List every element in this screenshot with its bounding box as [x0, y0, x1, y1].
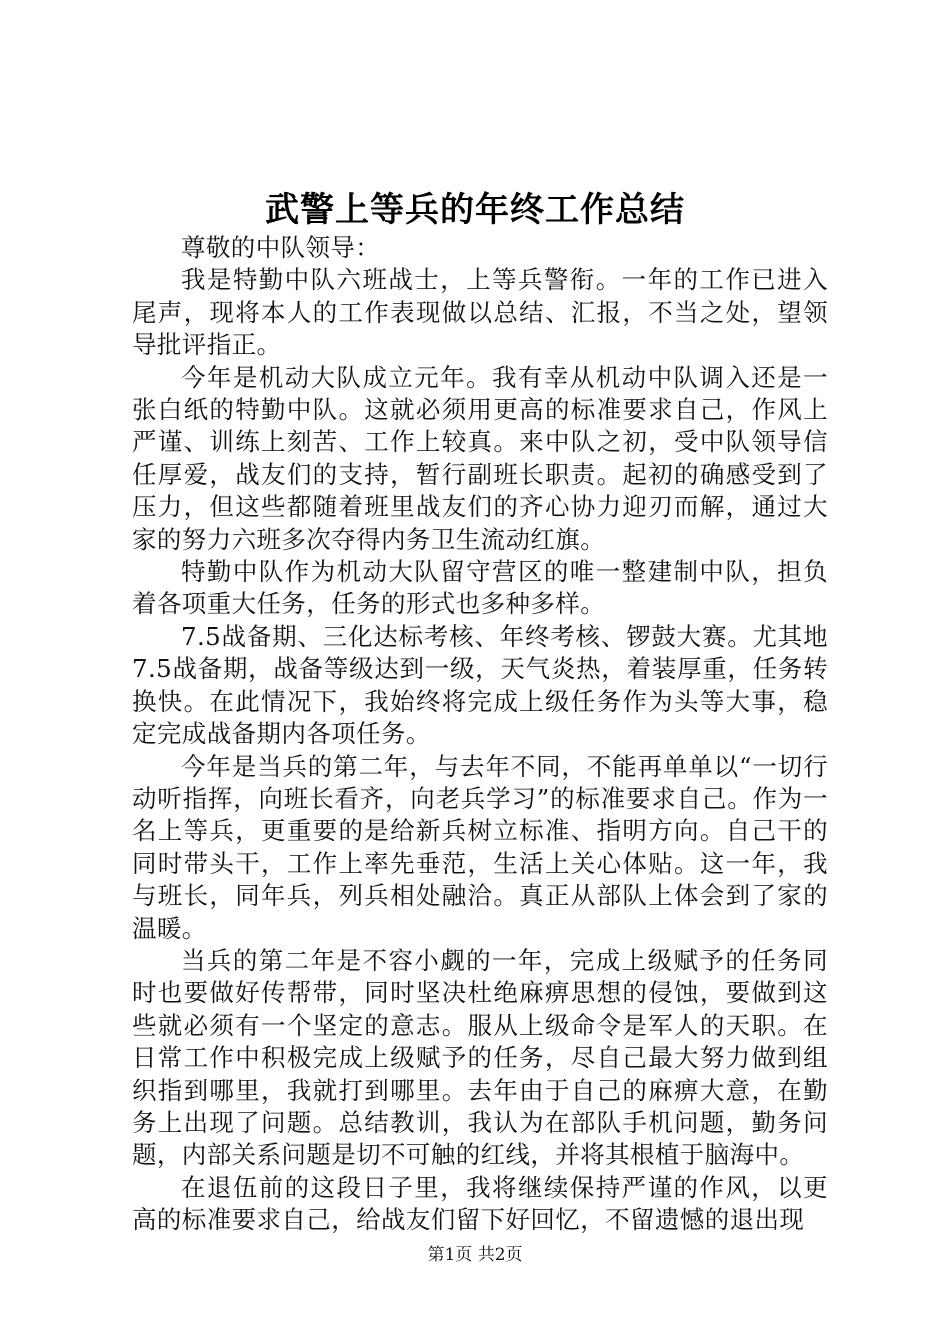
document-title: 武警上等兵的年终工作总结	[265, 190, 685, 230]
paragraph: 7.5战备期、三化达标考核、年终考核、锣鼓大赛。尤其地7.5战备期，战备等级达到一级，天气炎热，着装厚重，任务转换快。在此情况下，我始终将完成上级任务作为头等大事，稳定完成战备期内各项任务。	[132, 621, 828, 749]
paragraph: 今年是当兵的第二年，与去年不同，不能再单单以“一切行动听指挥，向班长看齐，向老兵学习”的标准要求自己。作为一名上等兵，更重要的是给新兵树立标准、指明方向。自己干的同时带头干，工作上率先垂范，生活上关心体贴。这一年，我与班长，同年兵，列兵相处融洽。真正从部队上体会到了家的温暖。	[132, 751, 828, 943]
salutation: 尊敬的中队领导：	[181, 233, 381, 262]
page-number-footer: 第1页 共2页	[427, 1245, 523, 1265]
paragraph: 当兵的第二年是不容小觑的一年，完成上级赋予的任务同时也要做好传帮带，同时坚决杜绝麻痹思想的侵蚀，要做到这些就必须有一个坚定的意志。服从上级命令是军人的天职。在日常工作中积极完成上级赋予的任务，尽自己最大努力做到组织指到哪里，我就打到哪里。去年由于自己的麻痹大意，在勤务上出现了问题。总结教训，我认为在部队手机问题，勤务问题，内部关系问题是切不可触的红线，并将其根植于脑海中。	[132, 945, 828, 1170]
paragraph: 今年是机动大队成立元年。我有幸从机动中队调入还是一张白纸的特勤中队。这就必须用更高的标准要求自己，作风上严谨、训练上刻苦、工作上较真。来中队之初，受中队领导信任厚爱，战友们的支持，暂行副班长职责。起初的确感受到了压力，但这些都随着班里战友们的齐心协力迎刃而解，通过大家的努力六班多次夺得内务卫生流动红旗。	[132, 362, 828, 554]
paragraph: 特勤中队作为机动大队留守营区的唯一整建制中队，担负着各项重大任务，任务的形式也多种多样。	[132, 557, 828, 619]
paragraph: 我是特勤中队六班战士，上等兵警衔。一年的工作已进入尾声，现将本人的工作表现做以总结、汇报，不当之处，望领导批评指正。	[132, 265, 828, 360]
document-body	[132, 232, 828, 1237]
paragraph: 在退伍前的这段日子里，我将继续保持严谨的作风，以更高的标准要求自己，给战友们留下好回忆，不留遗憾的退出现	[132, 1172, 828, 1235]
